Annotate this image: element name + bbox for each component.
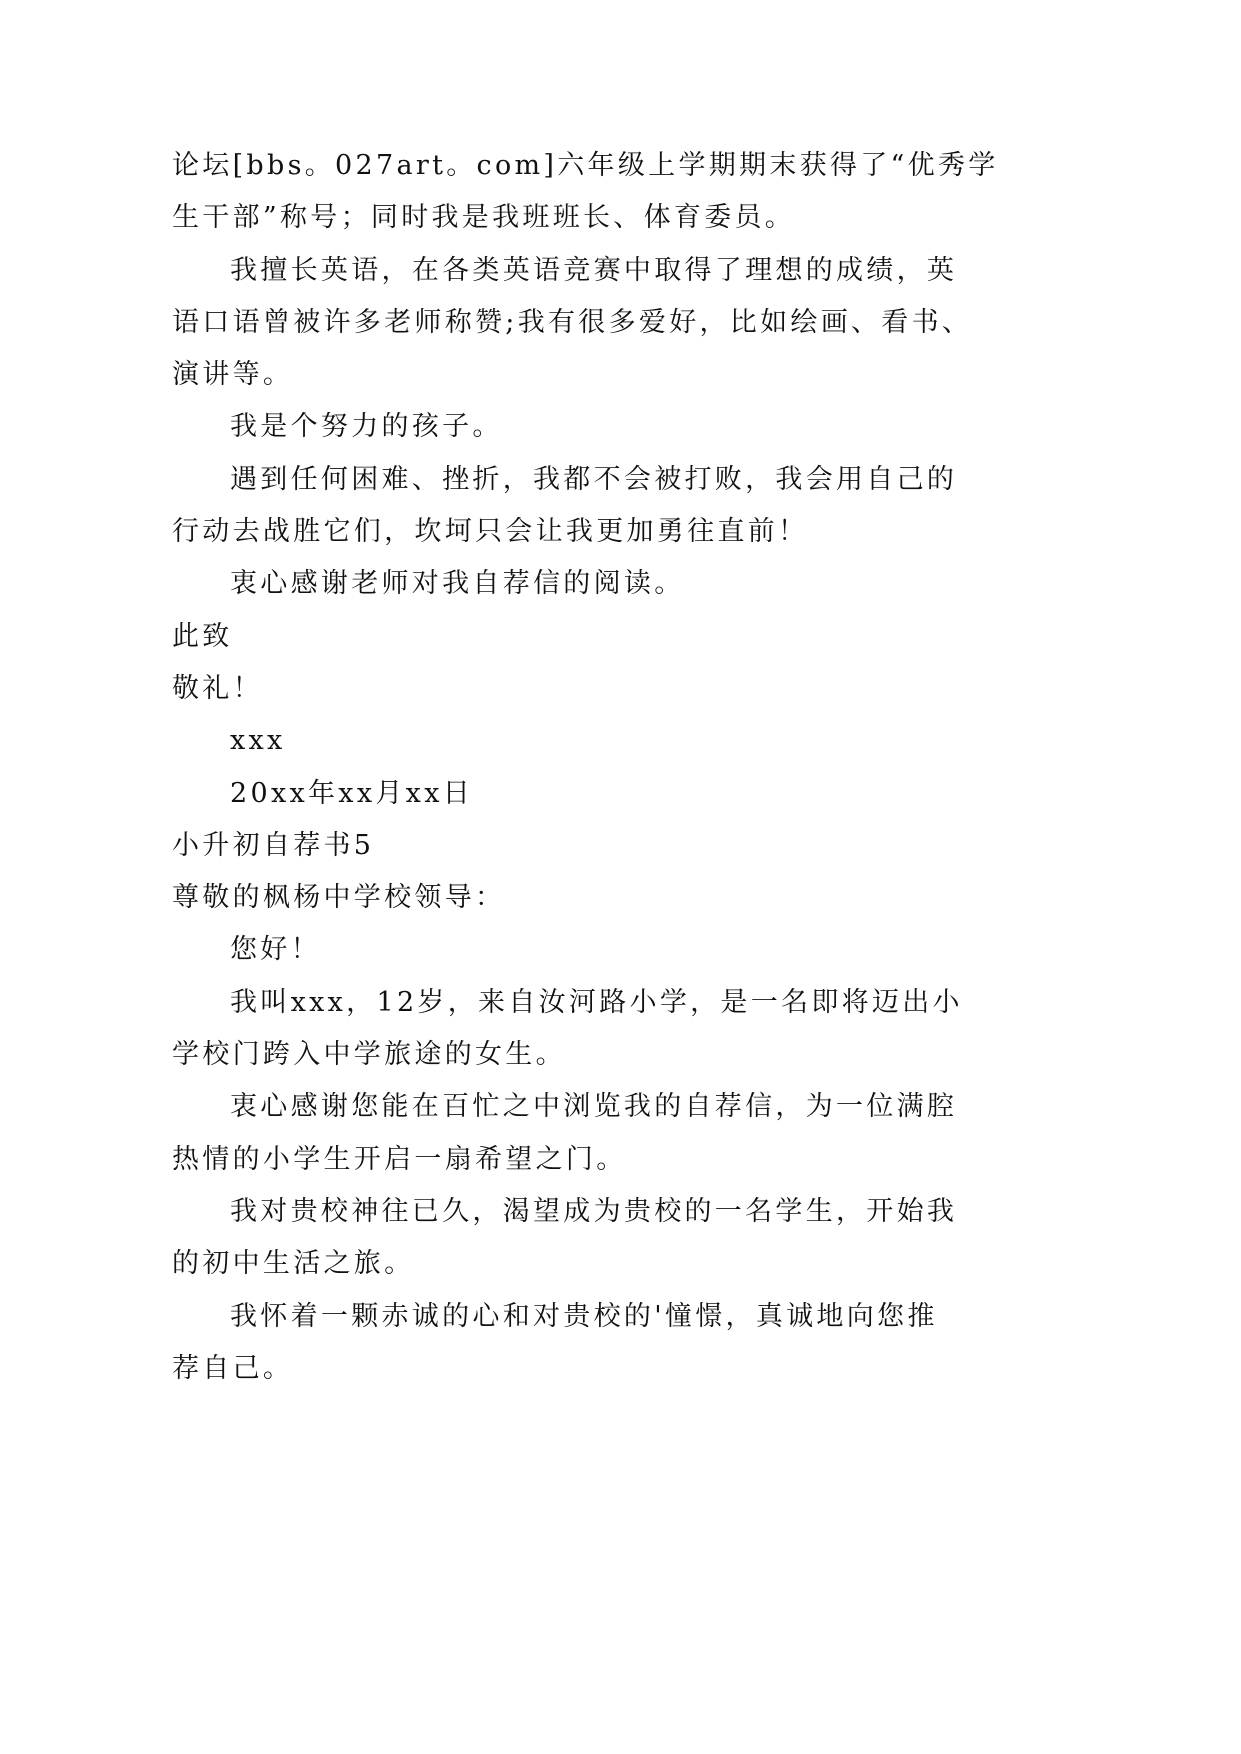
signature-name: xxx — [230, 725, 286, 757]
text-line-24: 荐自己。 — [172, 1352, 294, 1384]
text-line-17: 我叫xxx，12岁，来自汝河路小学，是一名即将迈出小 — [230, 986, 963, 1018]
text-line-8: 行动去战胜它们，坎坷只会让我更加勇往直前！ — [172, 516, 809, 548]
text-line-5: 演讲等。 — [172, 359, 294, 391]
text-line-21: 我对贵校神往已久，渴望成为贵校的一名学生，开始我 — [230, 1195, 958, 1227]
text-line-7: 遇到任何困难、挫折，我都不会被打败，我会用自己的 — [230, 463, 958, 495]
text-line-1: 论坛[bbs。027art。com]六年级上学期期末获得了“优秀学 — [172, 150, 999, 181]
text-line-4: 语口语曾被许多老师称赞;我有很多爱好，比如绘画、看书、 — [172, 306, 973, 338]
text-line-19: 衷心感谢您能在百忙之中浏览我的自荐信，为一位满腔 — [230, 1091, 958, 1123]
text-line-6: 我是个努力的孩子。 — [230, 411, 503, 443]
text-line-20: 热情的小学生开启一扇希望之门。 — [172, 1143, 627, 1175]
text-line-2: 生干部”称号；同时我是我班班长、体育委员。 — [172, 202, 796, 234]
letter-opening: 您好！ — [230, 934, 321, 966]
text-line-9: 衷心感谢老师对我自荐信的阅读。 — [230, 568, 685, 600]
text-line-23: 我怀着一颗赤诚的心和对贵校的'憧憬，真诚地向您推 — [230, 1300, 938, 1332]
closing-salutation-2: 敬礼！ — [172, 672, 263, 704]
letter-greeting: 尊敬的枫杨中学校领导： — [172, 882, 506, 914]
text-line-18: 学校门跨入中学旅途的女生。 — [172, 1039, 566, 1071]
text-line-3: 我擅长英语，在各类英语竞赛中取得了理想的成绩，英 — [230, 254, 958, 286]
document-body — [172, 140, 999, 1395]
text-line-22: 的初中生活之旅。 — [172, 1248, 415, 1280]
closing-salutation-1: 此致 — [172, 620, 233, 652]
signature-date: 20xx年xx月xx日 — [230, 777, 474, 809]
section-title: 小升初自荐书5 — [172, 829, 375, 861]
